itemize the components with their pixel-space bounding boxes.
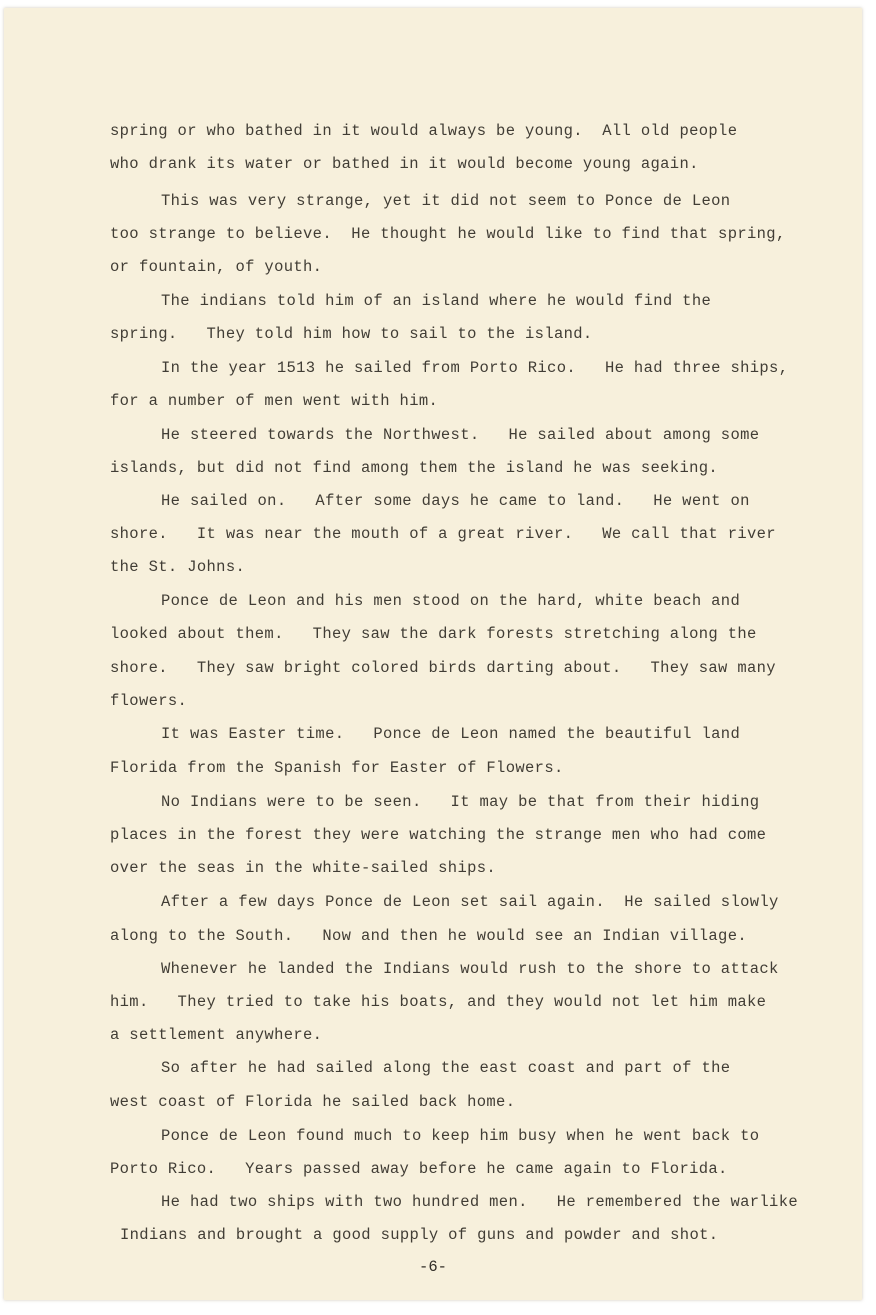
typewritten-page <box>4 8 862 1300</box>
text-line: spring or who bathed in it would always be young. All old people <box>110 122 738 140</box>
text-line: Ponce de Leon and his men stood on the hard, white beach and <box>161 592 741 610</box>
text-line: spring. They told him how to sail to the island. <box>110 325 593 343</box>
text-line: the St. Johns. <box>110 558 246 576</box>
text-line: flowers. <box>110 692 188 710</box>
text-line: shore. They saw bright colored birds darting about. They saw many <box>110 659 776 677</box>
text-line: Porto Rico. Years passed away before he came again to Florida. <box>110 1160 728 1178</box>
text-line: In the year 1513 he sailed from Porto Rico. He had three ships, <box>161 359 789 377</box>
text-line: a settlement anywhere. <box>110 1026 323 1044</box>
text-line: Ponce de Leon found much to keep him busy when he went back to <box>161 1127 760 1145</box>
text-line: over the seas in the white-sailed ships. <box>110 859 497 877</box>
text-line: He had two ships with two hundred men. He remembered the warlike <box>161 1193 798 1211</box>
text-line: No Indians were to be seen. It may be that from their hiding <box>161 793 760 811</box>
text-line: shore. It was near the mouth of a great river. We call that river <box>110 525 776 543</box>
text-line: or fountain, of youth. <box>110 258 323 276</box>
text-line: west coast of Florida he sailed back home. <box>110 1093 516 1111</box>
text-line: This was very strange, yet it did not seem to Ponce de Leon <box>161 192 731 210</box>
text-line: him. They tried to take his boats, and they would not let him make <box>110 993 767 1011</box>
text-line: along to the South. Now and then he would see an Indian village. <box>110 927 747 945</box>
text-line: Whenever he landed the Indians would rush to the shore to attack <box>161 960 779 978</box>
text-line: who drank its water or bathed in it would become young again. <box>110 155 699 173</box>
text-line: for a number of men went with him. <box>110 392 439 410</box>
text-line: Florida from the Spanish for Easter of Flowers. <box>110 759 564 777</box>
text-line: looked about them. They saw the dark forests stretching along the <box>110 625 757 643</box>
text-line: After a few days Ponce de Leon set sail again. He sailed slowly <box>161 893 779 911</box>
text-line: It was Easter time. Ponce de Leon named the beautiful land <box>161 725 741 743</box>
text-line: too strange to believe. He thought he would like to find that spring, <box>110 225 786 243</box>
text-line: He steered towards the Northwest. He sailed about among some <box>161 426 760 444</box>
text-line: Indians and brought a good supply of guns and powder and shot. <box>120 1226 719 1244</box>
text-line: places in the forest they were watching the strange men who had come <box>110 826 767 844</box>
page-number: -6- <box>419 1258 447 1276</box>
text-line: The indians told him of an island where he would find the <box>161 292 712 310</box>
text-line: islands, but did not find among them the island he was seeking. <box>110 459 719 477</box>
text-line: So after he had sailed along the east coast and part of the <box>161 1059 731 1077</box>
text-line: He sailed on. After some days he came to land. He went on <box>161 492 750 510</box>
